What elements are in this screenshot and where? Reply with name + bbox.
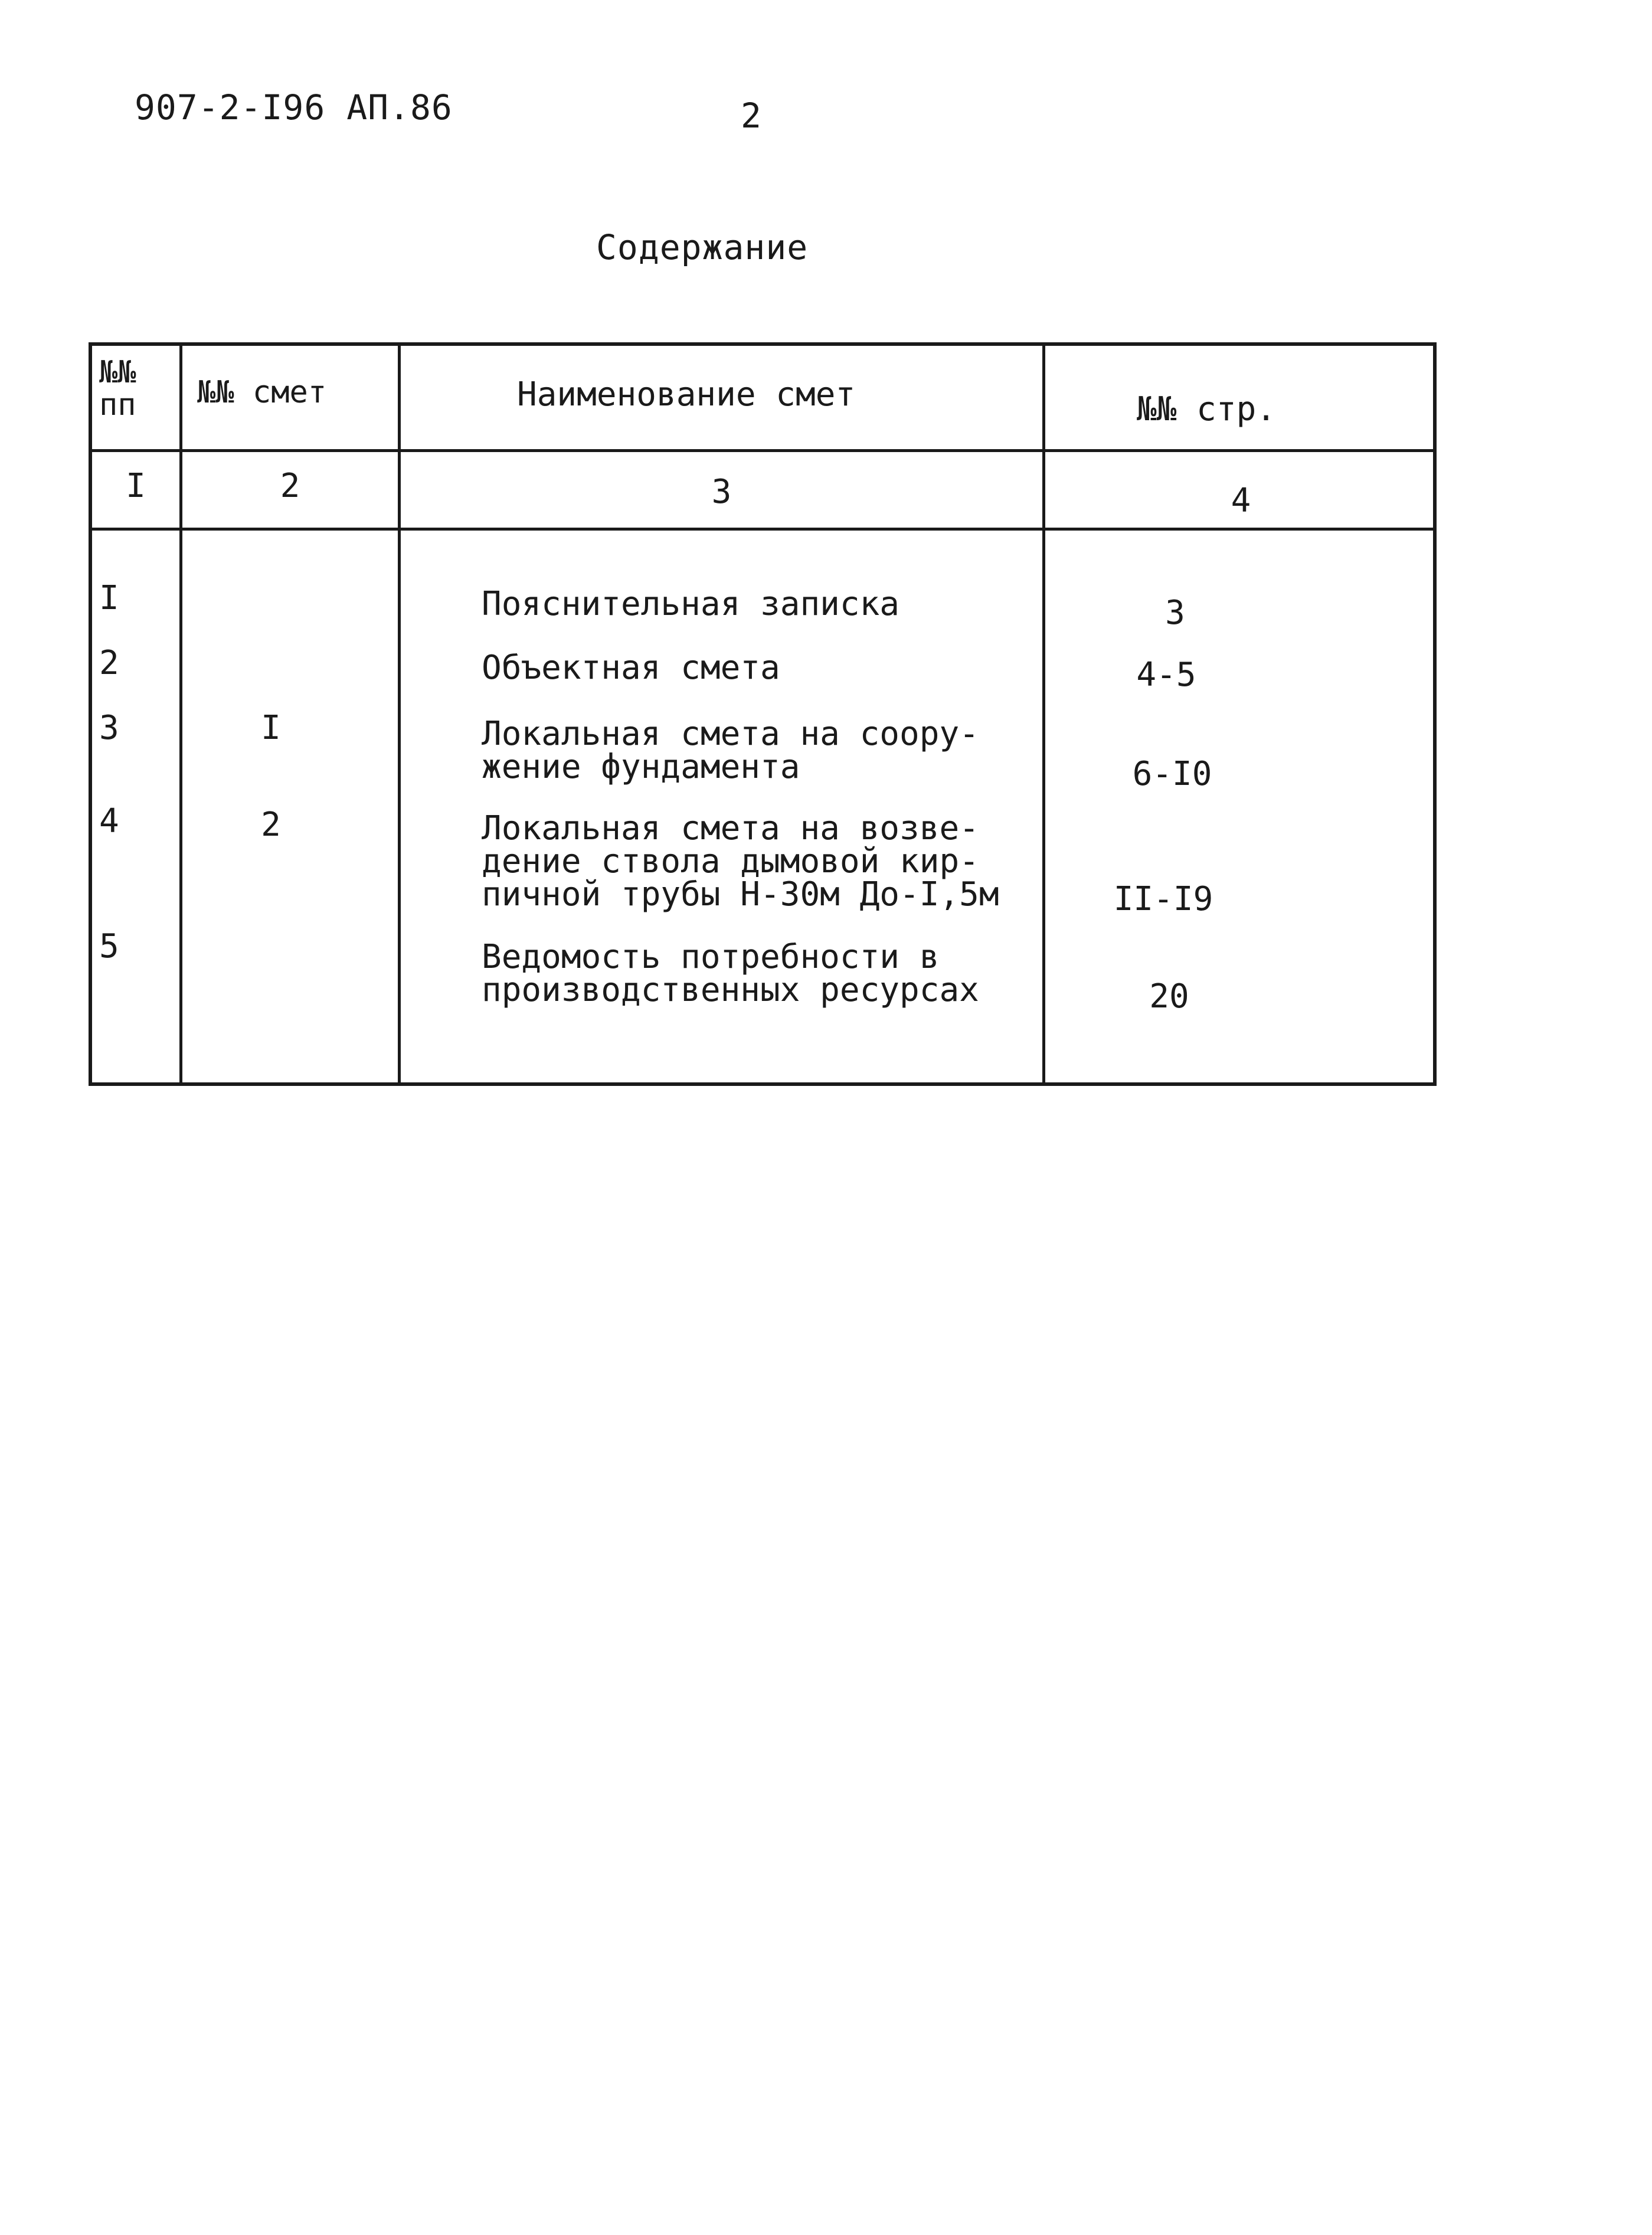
estimate-name: Локальная смета на возве- дение ствола дымовой кир- пичной трубы Н-30м До-I,5м [482, 809, 999, 914]
row-number: 3 [99, 709, 119, 747]
header-row-number-label: №№ пп [99, 355, 136, 423]
estimate-number: I [261, 709, 281, 747]
row-number: 2 [99, 644, 119, 682]
column-number-2: 2 [280, 467, 300, 505]
page-number: 2 [741, 96, 761, 136]
estimate-name: Пояснительная записка [482, 585, 900, 623]
row-number: 4 [99, 802, 119, 840]
header-row-number [99, 356, 176, 421]
column-number-1: I [126, 467, 146, 505]
estimate-pages: 20 [1149, 977, 1189, 1016]
document-code: 907-2-I96 АП.86 [135, 87, 453, 127]
header-divider [92, 449, 1433, 452]
column-numbers-divider [92, 528, 1433, 531]
column-number-3: 3 [711, 473, 732, 511]
header-estimate-name: Наименование смет [517, 375, 856, 414]
column-divider [398, 346, 401, 1082]
header-page-numbers: №№ стр. [1137, 390, 1277, 428]
estimate-pages: II-I9 [1113, 880, 1213, 918]
estimate-name: Ведомость потребности в производственных ресурсах [482, 938, 979, 1009]
estimate-name: Объектная смета [482, 649, 780, 687]
estimate-pages: 4-5 [1136, 656, 1196, 694]
column-number-4: 4 [1231, 482, 1251, 520]
row-number: 5 [99, 927, 119, 966]
estimate-pages: 6-I0 [1132, 755, 1212, 793]
column-divider [1042, 346, 1045, 1082]
estimate-number: 2 [261, 806, 281, 844]
contents-table [89, 342, 1437, 1086]
estimate-name: Локальная смета на соору- жение фундамента [482, 715, 979, 786]
page-title: Содержание [596, 227, 809, 267]
row-number: I [99, 579, 119, 617]
estimate-pages: 3 [1165, 594, 1185, 632]
header-estimate-number: №№ смет [197, 375, 327, 410]
